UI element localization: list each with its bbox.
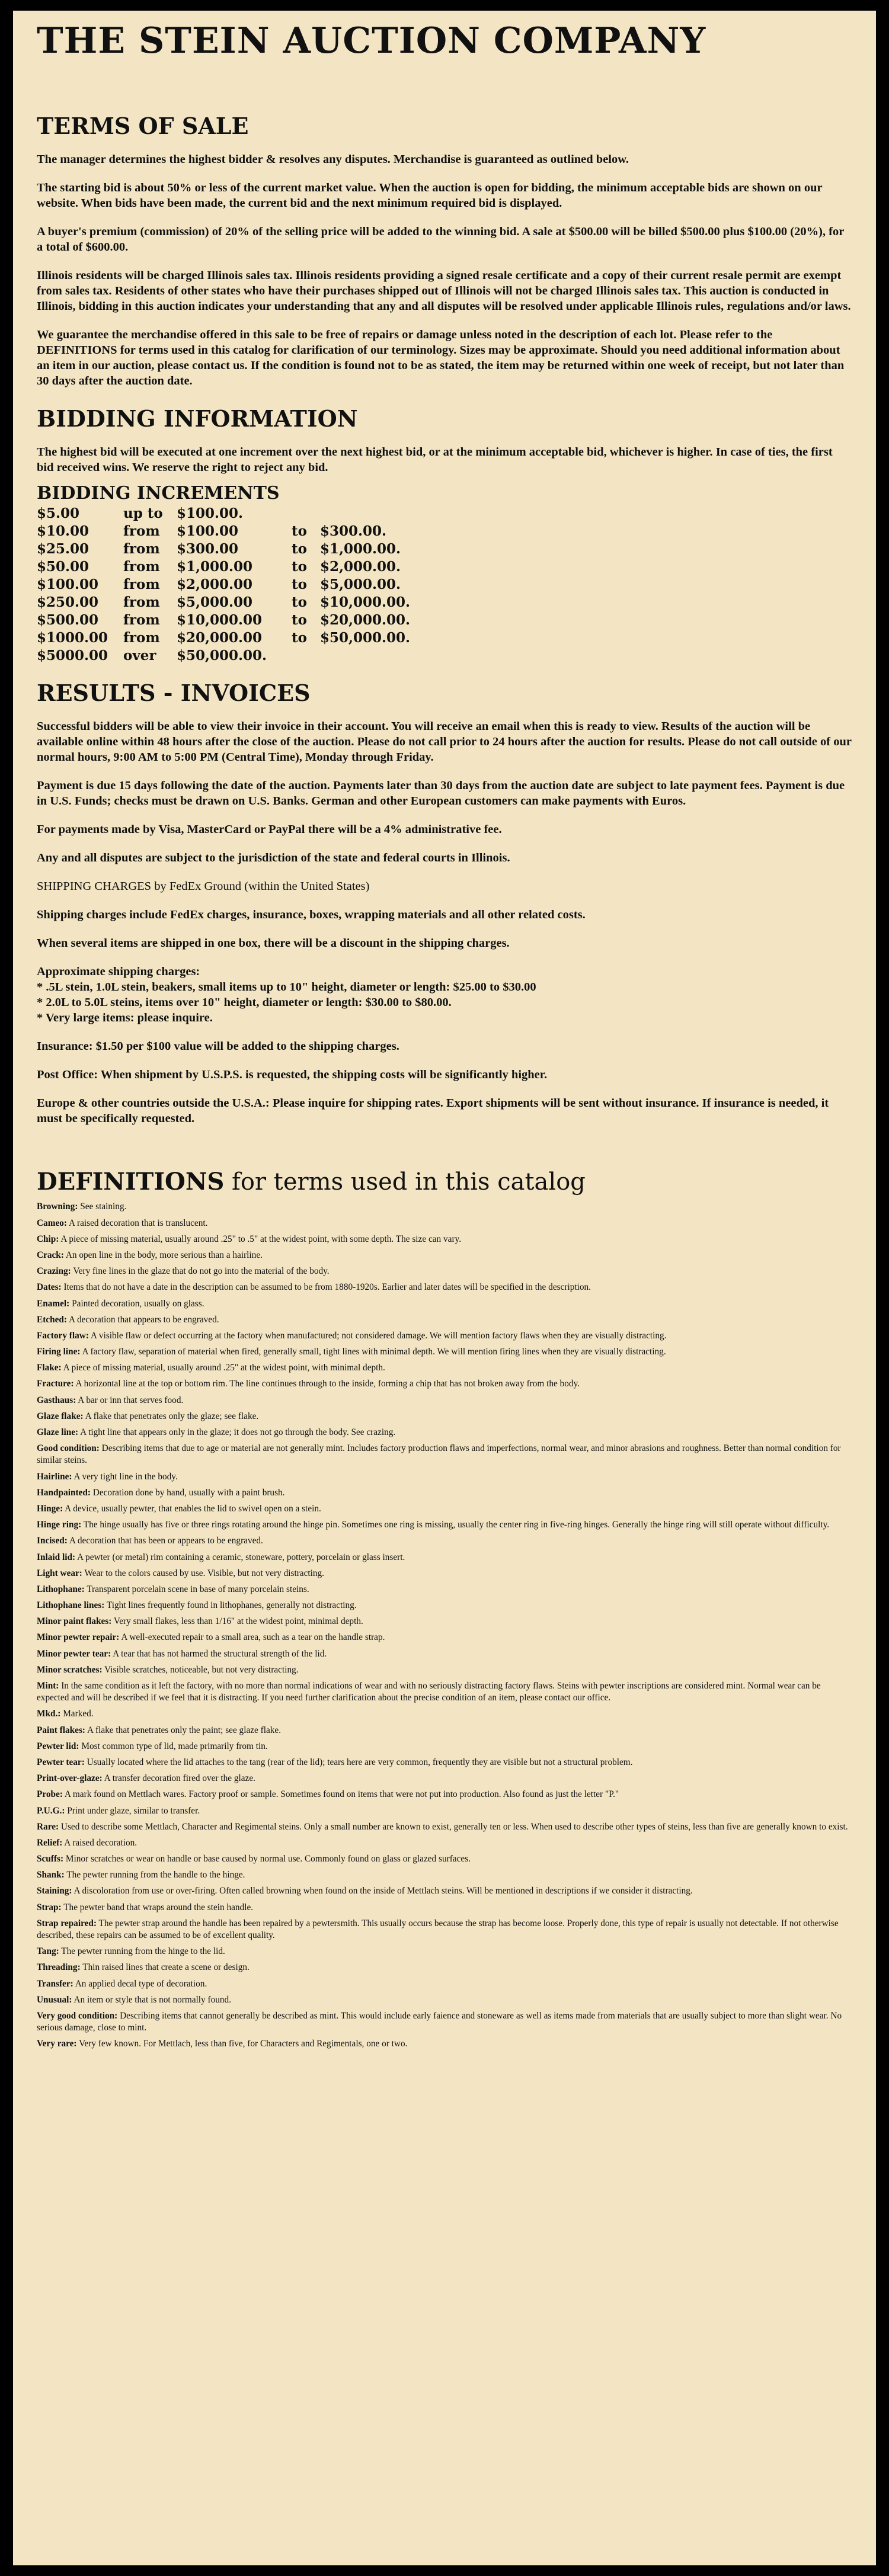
- definition-term: Handpainted:: [37, 1487, 91, 1498]
- definition-term: Mint:: [37, 1681, 59, 1691]
- definition-text: Painted decoration, usually on glass.: [69, 1298, 204, 1309]
- approx-shipping-line: * Very large items: please inquire.: [37, 1011, 213, 1025]
- definition-item: [37, 1837, 852, 1849]
- bidding-increments-heading: BIDDING INCREMENTS: [37, 483, 280, 504]
- definition-text: Minor scratches or wear on handle or base caused by normal use. Commonly found on glass or glazed surfaces.: [63, 1854, 471, 1864]
- definition-term: Threading:: [37, 1962, 81, 1973]
- definition-text: The pewter running from the hinge to the lid.: [59, 1946, 225, 1957]
- increment-range-word: up to: [123, 505, 163, 521]
- definition-item: [37, 1946, 852, 1957]
- definition-text: A device, usually pewter, that enables the lid to swivel open on a stein.: [63, 1503, 321, 1514]
- increment-amount: $500.00: [37, 611, 99, 628]
- definition-term: Inlaid lid:: [37, 1552, 76, 1562]
- terms-paragraph: The starting bid is about 50% or less of the current market value. When the auction is open for bidding, the minimum acceptable bids are shown on our website. When bids have been made, the current bid and the next minimum required bid is displayed.: [37, 181, 823, 210]
- definition-term: Pewter tear:: [37, 1757, 85, 1767]
- definition-item: [37, 1648, 852, 1660]
- definition-term: Glaze flake:: [37, 1411, 84, 1421]
- definition-item: [37, 1664, 852, 1676]
- definition-text: A horizontal line at the top or bottom rim. The line continues through to the inside, forming a chip that has not broken away from the body.: [73, 1379, 580, 1389]
- results-invoices-heading: RESULTS - INVOICES: [37, 680, 311, 707]
- increment-to-value: $300.00.: [320, 523, 387, 539]
- definition-term: Shank:: [37, 1870, 65, 1880]
- definition-text: A transfer decoration fired over the glaze.: [102, 1773, 255, 1784]
- increment-from-value: $20,000.00: [177, 629, 263, 646]
- increment-to-word: to: [292, 576, 307, 592]
- definition-text: A visible flaw or defect occurring at the factory when manufactured; not considered damage. We will mention factory flaws when they are visually distracting.: [88, 1330, 667, 1341]
- definition-term: Minor pewter tear:: [37, 1648, 111, 1659]
- definitions-heading-rest: for terms used in this catalog: [224, 1168, 586, 1196]
- terms-page: [13, 11, 876, 2565]
- increment-range-word: from: [123, 611, 160, 628]
- definition-item: [37, 1314, 852, 1326]
- definition-term: Unusual:: [37, 1994, 72, 2005]
- increment-row: [37, 593, 410, 611]
- definition-item: [37, 1978, 852, 1990]
- definition-item: [37, 1535, 852, 1547]
- definition-term: Glaze line:: [37, 1427, 79, 1438]
- definition-item: [37, 2038, 852, 2050]
- terms-paragraph: We guarantee the merchandise offered in this sale to be free of repairs or damage unless noted in the description of each lot. Please refer to the DEFINITIONS for terms used in this catalog for clarification of our terminology. Sizes may be approximate. Should you need additional information about an item in our auction, please contact us. If the condition is found not to be as stated, the item may be returned within one week of receipt, but not later than 30 days after the auction date.: [37, 328, 845, 388]
- definition-text: A well-executed repair to a small area, such as a tear on the handle strap.: [119, 1632, 385, 1643]
- terms-paragraph: Illinois residents will be charged Illinois sales tax. Illinois residents providing a signed resale certificate and a copy of their current resale permit are exempt from sales tax. Residents of other states who have their purchases shipped out of Illinois will not be charged Illinois sales tax. This auction is conducted in Illinois, bidding in this auction indicates your understanding that any and all disputes will be resolved under applicable Illinois rules, regulations and/or laws.: [37, 268, 851, 313]
- increment-to-value: $50,000.00.: [320, 629, 411, 646]
- definition-term: Staining:: [37, 1886, 72, 1896]
- definition-item: [37, 1378, 852, 1390]
- definition-term: Paint flakes:: [37, 1725, 86, 1735]
- definition-text: Marked.: [60, 1709, 94, 1719]
- increment-to-value: $20,000.00.: [320, 611, 411, 628]
- definition-item: [37, 1411, 852, 1422]
- increment-to-value: $5,000.00.: [320, 576, 401, 592]
- definition-term: Crazing:: [37, 1266, 71, 1277]
- increment-row: [37, 629, 410, 646]
- definition-item: [37, 1330, 852, 1342]
- increment-row: [37, 611, 410, 629]
- definition-item: [37, 1757, 852, 1768]
- definition-text: A decoration that has been or appears to be engraved.: [67, 1536, 263, 1546]
- increment-range-word: from: [123, 576, 160, 592]
- increment-range-word: from: [123, 523, 160, 539]
- definition-text: A flake that penetrates only the glaze; see flake.: [83, 1411, 259, 1421]
- definition-item: [37, 1616, 852, 1627]
- definition-term: Good condition:: [37, 1443, 100, 1454]
- increment-to-value: [320, 646, 410, 664]
- definition-item: [37, 1869, 852, 1881]
- definition-text: Tight lines frequently found in lithophanes, generally not distracting.: [104, 1600, 357, 1611]
- definition-text: A raised decoration.: [62, 1837, 137, 1848]
- definition-term: Dates:: [37, 1282, 62, 1293]
- payment-paragraph: Payment is due 15 days following the date of the auction. Payments later than 30 days from the auction date are subject to late payment fees. Payment is due in U.S. Funds; checks must be drawn on U.S. Banks. German and other European customers can make payments with Euros.: [37, 778, 845, 808]
- increment-amount: $1000.00: [37, 629, 108, 646]
- definition-item: [37, 1741, 852, 1752]
- definition-item: [37, 1962, 852, 1973]
- definition-item: [37, 1519, 852, 1531]
- increment-from-value: $1,000.00: [177, 558, 253, 575]
- definition-term: Minor paint flakes:: [37, 1616, 112, 1627]
- definition-item: [37, 1821, 852, 1833]
- definition-item: [37, 1362, 852, 1374]
- definition-text: The hinge usually has five or three rings rotating around the hinge pin. Sometimes one ring is missing, usually the center ring in five-ring hinges. Generally the hinge ring will still operate without difficulty.: [81, 1520, 830, 1530]
- increment-range-word: from: [123, 594, 160, 610]
- definition-term: Gasthaus:: [37, 1395, 76, 1405]
- definition-item: [37, 1584, 852, 1595]
- definition-term: Very good condition:: [37, 2010, 118, 2021]
- definition-term: Probe:: [37, 1789, 63, 1800]
- definition-term: Hinge ring:: [37, 1520, 82, 1530]
- definition-text: Very few known. For Mettlach, less than five, for Characters and Regimentals, one or two.: [76, 2039, 408, 2049]
- definition-text: The pewter band that wraps around the stein handle.: [61, 1902, 254, 1912]
- definition-text: The pewter running from the handle to the hinge.: [64, 1870, 245, 1880]
- increment-to-word: [292, 646, 320, 664]
- increment-amount: $25.00: [37, 540, 89, 557]
- increment-range-word: from: [123, 540, 160, 557]
- definition-text: Very small flakes, less than 1/16" at the widest point, minimal depth.: [111, 1616, 363, 1627]
- increment-amount: $100.00: [37, 576, 99, 592]
- definition-term: Cameo:: [37, 1217, 67, 1228]
- definition-item: [37, 1503, 852, 1515]
- definition-text: Decoration done by hand, usually with a paint brush.: [90, 1487, 285, 1498]
- increment-to-value: $2,000.00.: [320, 558, 401, 575]
- definition-term: Incised:: [37, 1536, 68, 1546]
- increment-to-value: $10,000.00.: [320, 594, 411, 610]
- definition-item: [37, 1885, 852, 1897]
- definition-text: See staining.: [78, 1202, 127, 1212]
- definition-term: Minor pewter repair:: [37, 1632, 120, 1643]
- approx-shipping-block: [37, 964, 852, 1026]
- definition-term: Strap repaired:: [37, 1918, 97, 1928]
- increment-from-value: $10,000.00: [177, 611, 263, 628]
- definition-term: Lithophane lines:: [37, 1600, 105, 1611]
- definition-item: [37, 1427, 852, 1438]
- definition-term: P.U.G.:: [37, 1805, 65, 1816]
- increment-to-value: $1,000.00.: [320, 540, 401, 557]
- increment-range-word: over: [123, 647, 156, 664]
- definition-item: [37, 1773, 852, 1784]
- definition-text: A piece of missing material, usually around .25" at the widest point, with minimal depth.: [61, 1363, 385, 1373]
- definition-text: The pewter strap around the handle has been repaired by a pewtersmith. This usually occurs because the strap has become loose. Properly done, this type of repair is usually not detectable. If not otherwise described, these repairs can be assumed to be of excellent quality.: [37, 1918, 839, 1941]
- increment-row: [37, 504, 410, 522]
- terms-paragraph: The manager determines the highest bidder & resolves any disputes. Merchandise is guaranteed as outlined below.: [37, 152, 629, 166]
- increment-from-value: $100.00: [177, 523, 239, 539]
- definition-text: Thin raised lines that create a scene or design.: [80, 1962, 250, 1973]
- increment-to-word: [292, 504, 320, 522]
- disputes-paragraph: Any and all disputes are subject to the jurisdiction of the state and federal courts in Illinois.: [37, 851, 510, 865]
- definition-item: [37, 1789, 852, 1800]
- definition-text: A factory flaw, separation of material when fired, generally small, tight lines with minimal depth. We will mention firing lines when they are visually distracting.: [80, 1347, 666, 1357]
- insurance-paragraph: Insurance: $1.50 per $100 value will be added to the shipping charges.: [37, 1040, 399, 1053]
- definition-text: Very fine lines in the glaze that do not go into the material of the body.: [71, 1266, 330, 1277]
- definitions-heading: [37, 1169, 852, 1195]
- definition-text: A mark found on Mettlach wares. Factory proof or sample. Sometimes found on items that were not put into production. Also found as just the letter "P.": [62, 1789, 619, 1800]
- post-office-paragraph: Post Office: When shipment by U.S.P.S. is requested, the shipping costs will be significantly higher.: [37, 1068, 548, 1082]
- definition-term: Hinge:: [37, 1503, 63, 1514]
- definition-term: Flake:: [37, 1363, 62, 1373]
- definition-text: A decoration that appears to be engraved.: [67, 1314, 219, 1325]
- definition-term: Factory flaw:: [37, 1330, 89, 1341]
- definition-item: [37, 1281, 852, 1293]
- definition-item: [37, 1918, 852, 1941]
- definition-term: Browning:: [37, 1202, 78, 1212]
- definition-text: A bar or inn that serves food.: [76, 1395, 184, 1405]
- definition-text: A very tight line in the body.: [72, 1471, 178, 1482]
- increment-row: [37, 522, 410, 540]
- definition-item: [37, 1201, 852, 1213]
- company-title: THE STEIN AUCTION COMPANY: [37, 20, 706, 62]
- increment-from-value: $5,000.00: [177, 594, 253, 610]
- definition-text: Used to describe some Mettlach, Character and Regimental steins. Only a small number are known to exist, generally ten or less. When used to describe other types of steins, less than five are generally known to exist.: [59, 1821, 848, 1832]
- increment-amount: $5000.00: [37, 647, 108, 664]
- definition-term: Enamel:: [37, 1298, 70, 1309]
- definition-item: [37, 1298, 852, 1310]
- definition-term: Very rare:: [37, 2039, 77, 2049]
- shipping-discount-paragraph: When several items are shipped in one box, there will be a discount in the shipping charges.: [37, 937, 510, 950]
- definition-item: [37, 1632, 852, 1643]
- definition-term: Chip:: [37, 1233, 59, 1244]
- card-fee-paragraph: For payments made by Visa, MasterCard or PayPal there will be a 4% administrative fee.: [37, 822, 502, 836]
- definition-item: [37, 1217, 852, 1229]
- bidding-increments-table: [37, 504, 410, 664]
- definition-item: [37, 1708, 852, 1720]
- definition-text: A tear that has not harmed the structural strength of the lid.: [111, 1648, 327, 1659]
- definition-item: [37, 1680, 852, 1704]
- definition-text: A flake that penetrates only the paint; see glaze flake.: [85, 1725, 282, 1735]
- definition-text: Transparent porcelain scene in base of many porcelain steins.: [84, 1584, 309, 1594]
- definition-item: [37, 1805, 852, 1817]
- definition-term: Fracture:: [37, 1379, 74, 1389]
- definition-item: [37, 1568, 852, 1579]
- increment-row: [37, 540, 410, 558]
- definition-item: [37, 1249, 852, 1261]
- definition-item: [37, 1853, 852, 1865]
- definition-text: A tight line that appears only in the glaze; it does not go through the body. See crazing.: [78, 1427, 396, 1438]
- increment-to-word: to: [292, 629, 307, 646]
- terms-of-sale-heading: TERMS OF SALE: [37, 113, 249, 139]
- definition-text: Items that do not have a date in the description can be assumed to be from 1880-1920s. Earlier and later dates will be specified in the description.: [61, 1282, 591, 1293]
- increment-row: [37, 558, 410, 575]
- increment-from-value: $2,000.00: [177, 576, 253, 592]
- definition-text: Describing items that cannot generally be described as mint. This would include early faience and stoneware as well as items made from materials that are usually subject to more than slight wear. No serious damage, close to mint.: [37, 2010, 842, 2033]
- definition-text: Describing items that due to age or material are not generally mint. Includes factory production flaws and imperfections, normal wear, and minor abrasions and roughness. Better than normal condition for similar steins.: [37, 1443, 841, 1466]
- definition-term: Pewter lid:: [37, 1741, 79, 1751]
- definition-term: Rare:: [37, 1821, 59, 1832]
- definition-term: Hairline:: [37, 1471, 72, 1482]
- increment-row: [37, 575, 410, 593]
- increment-amount: $50.00: [37, 558, 89, 575]
- increment-from-value: $100.00.: [177, 505, 244, 521]
- definition-item: [37, 1395, 852, 1406]
- definition-term: Etched:: [37, 1314, 67, 1325]
- increment-range-word: from: [123, 558, 160, 575]
- definition-term: Mkd.:: [37, 1709, 61, 1719]
- results-paragraph: Successful bidders will be able to view their invoice in their account. You will receive an email when this is ready to view. Results of the auction will be available online within 48 hours after the close of the auction. Please do not call prior to 24 hours after the auction for results. Please do not call outside of our normal hours, 9:00 AM to 5:00 PM (Central Time), Monday through Friday.: [37, 719, 852, 764]
- definitions-list: [37, 1201, 852, 2050]
- increment-range-word: from: [123, 629, 160, 646]
- shipping-heading: SHIPPING CHARGES by FedEx Ground (within the United States): [37, 880, 370, 893]
- increment-amount: $5.00: [37, 505, 80, 521]
- increment-to-word: to: [292, 594, 307, 610]
- increment-to-word: to: [292, 558, 307, 575]
- definition-text: Print under glaze, similar to transfer.: [65, 1805, 200, 1816]
- increment-to-word: to: [292, 540, 307, 557]
- definition-item: [37, 2010, 852, 2034]
- increment-from-value: $300.00: [177, 540, 239, 557]
- definition-item: [37, 1471, 852, 1483]
- definition-term: Strap:: [37, 1902, 62, 1912]
- bidding-information-heading: BIDDING INFORMATION: [37, 405, 358, 432]
- definition-text: Visible scratches, noticeable, but not very distracting.: [102, 1664, 299, 1675]
- definition-item: [37, 1994, 852, 2006]
- definition-text: Wear to the colors caused by use. Visible, but not very distracting.: [82, 1568, 324, 1578]
- definition-term: Tang:: [37, 1946, 59, 1957]
- definitions-heading-bold: DEFINITIONS: [37, 1168, 225, 1196]
- definition-term: Firing line:: [37, 1347, 81, 1357]
- definition-term: Lithophane:: [37, 1584, 85, 1594]
- definition-term: Light wear:: [37, 1568, 82, 1578]
- definition-term: Relief:: [37, 1837, 63, 1848]
- increment-amount: $250.00: [37, 594, 99, 610]
- definition-text: A piece of missing material, usually around .25" to .5" at the widest point, with some depth. The size can vary.: [59, 1233, 462, 1244]
- definition-item: [37, 1552, 852, 1563]
- definition-item: [37, 1487, 852, 1499]
- definition-text: Most common type of lid, made primarily from tin.: [79, 1741, 268, 1751]
- definition-text: An applied decal type of decoration.: [73, 1978, 207, 1989]
- definition-text: Usually located where the lid attaches to the tang (rear of the lid); tears here are very common, frequently they are visible but not a structural problem.: [84, 1757, 633, 1767]
- terms-paragraph: A buyer's premium (commission) of 20% of the selling price will be added to the winning bid. A sale at $500.00 will be billed $500.00 plus $100.00 (20%), for a total of $600.00.: [37, 225, 844, 254]
- definition-term: Print-over-glaze:: [37, 1773, 103, 1784]
- increment-to-value: [320, 504, 410, 522]
- definition-term: Crack:: [37, 1249, 64, 1260]
- shipping-paragraph: Shipping charges include FedEx charges, insurance, boxes, wrapping materials and all other related costs.: [37, 908, 586, 922]
- definition-item: [37, 1902, 852, 1914]
- definition-term: Minor scratches:: [37, 1664, 103, 1675]
- europe-paragraph: Europe & other countries outside the U.S.A.: Please inquire for shipping rates. Export shipments will be sent without insurance. If insurance is needed, it must be specifically requested.: [37, 1097, 829, 1126]
- approx-shipping-line: * 2.0L to 5.0L steins, items over 10" height, diameter or length: $30.00 to $80.00.: [37, 996, 452, 1010]
- definition-item: [37, 1725, 852, 1736]
- definition-term: Scuffs:: [37, 1854, 64, 1864]
- increment-amount: $10.00: [37, 523, 89, 539]
- increment-to-word: to: [292, 523, 307, 539]
- definition-item: [37, 1233, 852, 1245]
- increment-row: [37, 646, 410, 664]
- definition-term: Transfer:: [37, 1978, 73, 1989]
- definition-item: [37, 1600, 852, 1611]
- increment-from-value: $50,000.00.: [177, 647, 267, 664]
- definition-text: In the same condition as it left the factory, with no more than normal indications of wear and with no seriously distracting factory flaws. Steins with pewter inscriptions are considered mint. Normal wear can be expected and will be described if we feel that it is distracting. If you need further clarification about the precise condition of an item, please contact our office.: [37, 1681, 821, 1703]
- definition-text: A raised decoration that is translucent.: [66, 1217, 208, 1228]
- definition-item: [37, 1265, 852, 1277]
- approx-shipping-line: * .5L stein, 1.0L stein, beakers, small items up to 10" height, diameter or length: $25.00 to $30.00: [37, 981, 536, 994]
- bidding-paragraph: The highest bid will be executed at one increment over the next highest bid, or at the minimum acceptable bid, whichever is higher. In case of ties, the first bid received wins. We reserve the right to reject any bid.: [37, 445, 833, 474]
- definition-text: An open line in the body, more serious than a hairline.: [63, 1249, 263, 1260]
- definition-item: [37, 1443, 852, 1466]
- approx-shipping-heading: Approximate shipping charges:: [37, 965, 200, 979]
- definition-text: A pewter (or metal) rim containing a ceramic, stoneware, pottery, porcelain or glass insert.: [75, 1552, 405, 1562]
- increment-to-word: to: [292, 611, 307, 628]
- definition-text: A discoloration from use or over-firing. Often called browning when found on the inside of Mettlach steins. Will be mentioned in descriptions if we consider it distracting.: [72, 1886, 693, 1896]
- definition-item: [37, 1346, 852, 1358]
- definition-text: An item or style that is not normally found.: [72, 1994, 232, 2005]
